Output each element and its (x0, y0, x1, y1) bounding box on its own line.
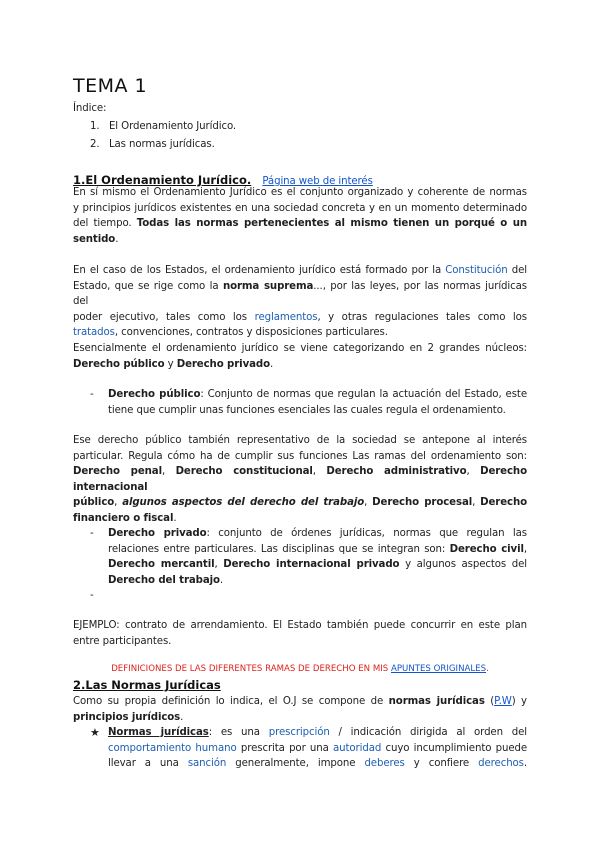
text-line: Derecho privado: conjunto de órdenes jurídicas, normas que regulan las (108, 528, 527, 539)
text-line: relaciones entre particulares. Las disciplinas que se integran son: Derecho civil, (108, 543, 528, 555)
text-line: Esencialmente el ordenamiento jurídico se viene categorizando en 2 grandes núcleos: (73, 343, 527, 354)
bullet-dash: - (90, 528, 94, 539)
reglamentos-link[interactable]: reglamentos (254, 311, 318, 323)
deberes-link[interactable]: deberes (364, 758, 405, 769)
star-icon: ★ (90, 726, 100, 739)
text-line: Derecho penal, Derecho constitucional, Derecho administrativo, Derecho internacional (73, 466, 527, 493)
paragraph-3 (73, 341, 527, 372)
note-line: DEFINICIONES DE LAS DIFERENTES RAMAS DE DERECHO EN MIS APUNTES ORIGINALES. (111, 664, 489, 674)
paragraph-6 (73, 694, 527, 725)
index-item[interactable] (90, 119, 236, 135)
text-line: Ese derecho público también representativo de la sociedad se antepone al interés (73, 435, 527, 446)
text-line: llevar a una sanción generalmente, impone deberes y confiere derechos. (108, 758, 528, 769)
text-line: comportamiento humano prescrita por una autoridad cuyo incumplimiento puede (108, 742, 528, 754)
text-line: Como su propia definición lo indica, el O.J se compone de normas jurídicas (P.W) y (73, 696, 527, 707)
bullet-1 (108, 387, 527, 418)
interest-link[interactable]: Página web de interés (262, 176, 373, 187)
paragraph-1 (73, 185, 527, 247)
section2-heading: 2.Las Normas Jurídicas (73, 678, 221, 692)
text-line: entre participantes. (73, 635, 172, 647)
text-line: Normas jurídicas: es una prescripción / indicación dirigida al orden del (108, 727, 528, 738)
text-line: y principios jurídicos existentes en una sociedad concreta y en un momento determinado (73, 202, 527, 214)
text-line: Derecho público y Derecho privado. (73, 358, 274, 370)
bullet-dash-empty: - (90, 590, 94, 601)
constitucion-link[interactable]: Constitución (445, 265, 508, 276)
paragraph-4 (73, 433, 527, 526)
section1-heading: 1.El Ordenamiento Jurídico. (73, 173, 252, 187)
text-line: Derecho del trabajo. (108, 574, 224, 586)
prescripcion-link[interactable]: prescripción (268, 727, 330, 738)
index-item-text: Las normas jurídicas. (108, 138, 215, 150)
text-line: En el caso de los Estados, el ordenamiento jurídico está formado por la Constitución del (73, 265, 528, 276)
comportamiento-link[interactable]: comportamiento humano (108, 742, 237, 754)
index-item-text: El Ordenamiento Jurídico. (108, 121, 237, 132)
text-line: Estado, que se rige como la norma suprema..., por las leyes, por las normas jurídicas del (73, 280, 527, 307)
paragraph-2 (73, 263, 527, 341)
sancion-link[interactable]: sanción (187, 758, 227, 769)
index-list (90, 119, 236, 152)
index-number: 1. (90, 121, 100, 132)
bullet-dash: - (90, 389, 94, 400)
star-item (108, 725, 527, 772)
text-line: poder ejecutivo, tales como los reglamentos, y otras regulaciones tales como los (73, 311, 527, 323)
text-line: En sí mismo el Ordenamiento Jurídico es el conjunto organizado y coherente de normas (73, 187, 527, 198)
autoridad-link[interactable]: autoridad (333, 742, 382, 754)
index-number: 2. (90, 138, 100, 150)
bullet-2 (108, 526, 527, 588)
text-line: Derecho público: Conjunto de normas que regulan la actuación del Estado, este (108, 389, 527, 400)
page-title: TEMA 1 (73, 75, 148, 97)
text-line: principios jurídicos. (73, 711, 184, 723)
text-line: del tiempo. Todas las normas pertenecientes al mismo tienen un porqué o un (73, 218, 528, 229)
tratados-link[interactable]: tratados (73, 327, 115, 338)
text-line: público, algunos aspectos del derecho del trabajo, Derecho procesal, Derecho (73, 497, 528, 508)
text-line: EJEMPLO: contrato de arrendamiento. El Estado también puede concurrir en este plan (73, 620, 527, 631)
derechos-link[interactable]: derechos (478, 758, 524, 769)
apuntes-link[interactable]: APUNTES ORIGINALES (390, 664, 487, 674)
text-line: Derecho mercantil, Derecho internacional privado y algunos aspectos del (108, 559, 528, 570)
text-line: financiero o fiscal. (73, 512, 177, 524)
text-line: sentido. (73, 233, 119, 245)
text-line: particular. Regula cómo ha de cumplir sus funciones Las ramas del ordenamiento son: (73, 450, 527, 462)
text-line: tratados, convenciones, contratos y disposiciones particulares. (73, 327, 388, 338)
paragraph-5 (73, 618, 527, 649)
pw-link[interactable]: P.W (494, 696, 512, 707)
index-label: Índice: (73, 103, 107, 114)
index-item[interactable] (90, 137, 236, 153)
text-line: tiene que cumplir unas funciones esenciales las cuales regula el ordenamiento. (108, 404, 506, 416)
